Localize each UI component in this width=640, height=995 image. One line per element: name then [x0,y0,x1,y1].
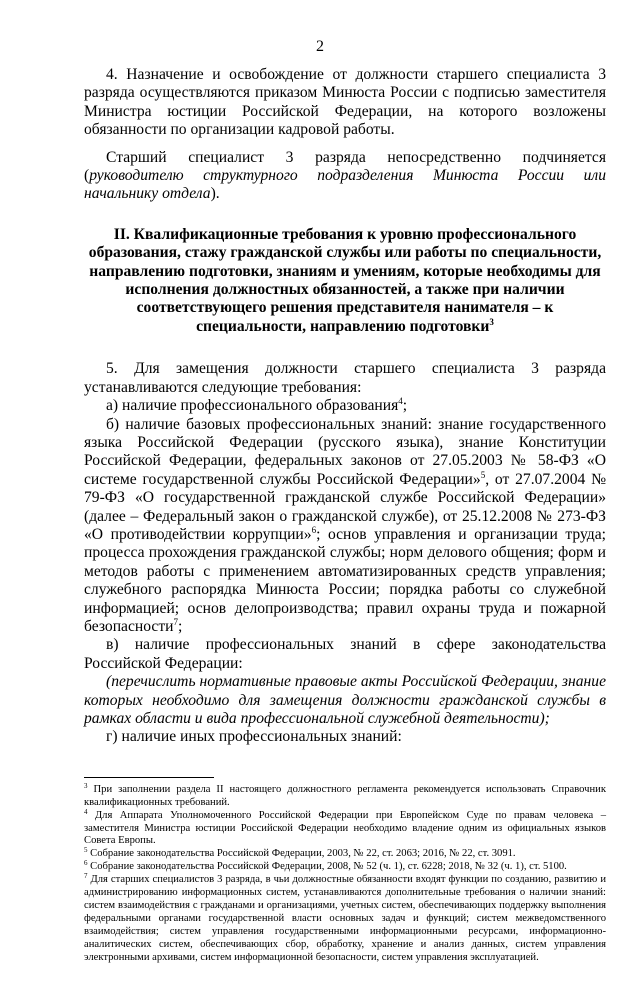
footnote-text: Для старших специалистов 3 разряда, в чьи должностные обязанности входят функции по созданию, развитию и администрированию информационных систем, устанавливаются дополнительные требования о наличии знаний: систем взаимодействия с гражданами и организациями, учетных систем, обеспечивающих поддержку выполнения федеральными органами государственной власти основных задач и функций; систем межведомственного взаимодействия; систем управления государственными информационными ресурсами, информационно-аналитических систем, обеспечивающих сбор, обработку, хранение и анализ данных, систем управления электронными архивами, систем информационной безопасности, систем управления эксплуатацией. [84,874,606,963]
text: ). [210,185,220,203]
footnote [84,874,606,964]
footnote-number: 4 [84,807,88,816]
footnote-text: При заполнении раздела II настоящего должностного регламента рекомендуется использовать Справочник квалификационных требований. [84,783,606,808]
item-a [84,397,606,415]
footnote-ref: 3 [489,316,494,327]
footnote-number: 3 [84,781,88,790]
paragraph-subordination [84,149,606,204]
section-heading [84,226,606,336]
document-body [84,66,606,747]
footnote-text: Собрание законодательства Российской Федерации, 2003, № 22, ст. 2063; 2016, № 22, ст. 3091. [87,848,516,860]
footnote-text: Собрание законодательства Российской Федерации, 2008, № 52 (ч. 1), ст. 6228; 2018, № 32 (ч. 1), ст. 5100. [87,861,567,873]
page-content [84,56,606,995]
heading-text: II. Квалификационные требования к уровню профессионального образования, стажу гражданской службы или работы по специальности, направлению подготовки, знаниям и умениям, которые необходимы для исполнения должностных обязанностей, а также при наличии соответствующего решения представителя нанимателя – к специальности, направлению подготовки [88,225,602,335]
italic-text: (перечислить нормативные правовые акты Российской Федерации, знание которых необходимо для замещения должности гражданской службы в рамках области и вида профессиональной служебной деятельности); [84,673,606,727]
footnote [84,861,606,874]
item-v: в) наличие профессиональных знаний в сфере законодательства Российской Федерации: [84,636,606,672]
item-v-italic [84,673,606,728]
footnote-ref: 5 [480,469,486,480]
footnote-text: Для Аппарата Уполномоченного Российской Федерации при Европейском Суде по правам человека – заместителя Министра юстиции Российской Федерации необходимо владение одним из официальных языков Совета Европы. [84,809,606,847]
footnote [84,781,606,810]
text: , от 27.07.2004 № 79-ФЗ «О государственной гражданской службе Российской Федерации» (далее – Федеральный закон о гражданской службе), от 25.12.2008 № 273-ФЗ «О противодействии коррупции» [84,470,606,543]
text: ; основ управления и организации труда; процесса прохождения гражданской службы; норм делового общения; форм и методов работы с применением автоматизированных средств управления; служебного распорядка Минюста России; порядка работы со служебной информацией; основ делопроизводства; правил охраны труда и пожарной безопасности [84,525,606,635]
text: ; [402,397,408,415]
footnote-number: 6 [84,859,88,868]
item-b [84,416,606,637]
text: а) наличие профессионального образования [106,397,399,415]
footnote-ref: 6 [311,524,317,535]
footnote-divider [84,777,214,778]
item-g: г) наличие иных профессиональных знаний: [106,728,402,746]
text: ; [178,617,183,635]
paragraph-4: 4. Назначение и освобождение от должности старшего специалиста 3 разряда осуществляются приказом Минюста России с подписью заместителя Министра юстиции Российской Федерации, на которого возложены обязанности по организации кадровой работы. [84,66,606,139]
footnote-number: 5 [84,846,88,855]
text: б) наличие базовых профессиональных знаний: знание государственного языка Российской Федерации (русского языка), знание Конституции Российской Федерации, федеральных законов от 27.05.2003 № 58-ФЗ «О системе государственной службы Российской Федерации» [84,415,606,488]
footnote [84,848,606,861]
footnote-ref: 7 [173,616,179,627]
text: Старший специалист 3 разряда непосредственно подчиняется ( [84,148,606,185]
footnotes [84,781,606,965]
italic-text: руководителю структурного подразделения Минюста России или начальнику отдела [84,167,606,203]
footnote-ref: 4 [398,396,403,407]
paragraph-5: 5. Для замещения должности старшего специалиста 3 разряда устанавливаются следующие требования: [84,360,606,396]
footnote-number: 7 [84,872,88,881]
footnote [84,807,606,849]
page-number: 2 [316,38,324,55]
